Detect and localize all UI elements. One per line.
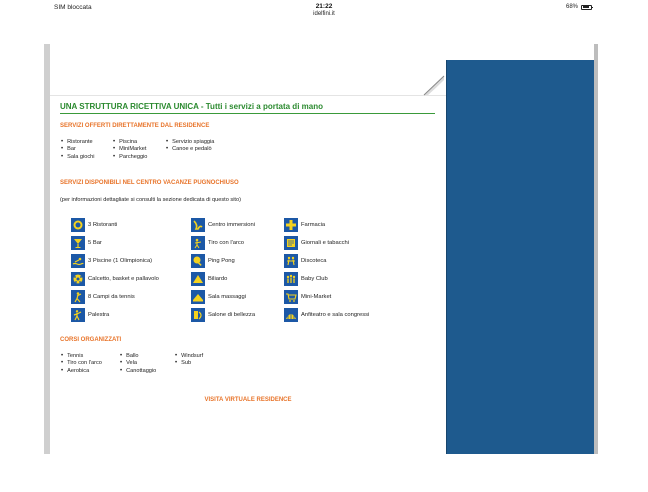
- address-bar-url[interactable]: idelfini.it: [313, 11, 335, 17]
- amphitheater-icon: [284, 308, 298, 322]
- service-item[interactable]: [191, 236, 244, 250]
- residence-services-list-col3: [166, 139, 214, 154]
- list-item: • Piscina: [113, 139, 147, 146]
- carrier-label: SIM bloccata: [54, 4, 92, 11]
- residence-services-list-col1: [61, 139, 94, 161]
- service-label: Tiro con l'arco: [208, 240, 245, 246]
- list-item: • Ballo: [120, 353, 156, 360]
- service-item[interactable]: [71, 218, 117, 232]
- service-item[interactable]: [284, 290, 331, 304]
- service-item[interactable]: [191, 218, 255, 232]
- service-label: 3 Piscine (1 Olimpionica): [88, 258, 153, 264]
- residence-services-list-col2: [113, 139, 147, 161]
- service-item[interactable]: [284, 308, 369, 322]
- list-item: • Vela: [120, 360, 156, 367]
- service-label: Giornali e tabacchi: [301, 240, 350, 246]
- service-label: 3 Ristoranti: [88, 222, 118, 228]
- diving-icon: [191, 218, 205, 232]
- courses-list-col1: [61, 353, 102, 375]
- shopping-cart-icon: [284, 290, 298, 304]
- list-item: • Servizio spiaggia: [166, 139, 214, 146]
- service-label: Centro immersioni: [208, 222, 256, 228]
- service-item[interactable]: [191, 254, 235, 268]
- tennis-icon: [71, 290, 85, 304]
- gym-icon: [71, 308, 85, 322]
- service-label: Calcetto, basket e pallavolo: [88, 276, 159, 282]
- list-item: • Windsurf: [175, 353, 203, 360]
- beauty-salon-icon: [191, 308, 205, 322]
- pool-icon: [71, 254, 85, 268]
- list-item: • Canoe e pedalò: [166, 146, 214, 153]
- service-item[interactable]: [71, 236, 102, 250]
- page-gutter-right: [594, 44, 598, 454]
- service-item[interactable]: [191, 290, 246, 304]
- newspaper-icon: [284, 236, 298, 250]
- baby-club-icon: [284, 272, 298, 286]
- header-banner: [50, 60, 446, 96]
- service-label: Biliardo: [208, 276, 228, 282]
- archery-icon: [191, 236, 205, 250]
- list-item: • Bar: [61, 146, 94, 153]
- list-item: • Sala giochi: [61, 154, 94, 161]
- section-heading-residence: SERVIZI OFFERTI DIRETTAMENTE DAL RESIDENCE: [60, 123, 210, 129]
- football-icon: [71, 272, 85, 286]
- service-label: Discoteca: [301, 258, 327, 264]
- list-item: • Aerobica: [61, 368, 102, 375]
- info-note: (per informazioni dettagliate si consulti la sezione dedicata di questo sito): [60, 197, 241, 203]
- section-heading-courses: CORSI ORGANIZZATI: [60, 337, 122, 343]
- battery-indicator: [566, 4, 592, 10]
- service-item[interactable]: [191, 272, 227, 286]
- service-label: 8 Campi da tennis: [88, 294, 135, 300]
- service-item[interactable]: [71, 290, 135, 304]
- service-label: Farmacia: [301, 222, 326, 228]
- list-item: • Tiro con l'arco: [61, 360, 102, 367]
- service-item[interactable]: [71, 308, 109, 322]
- page-curl-decoration: [422, 74, 446, 96]
- service-item[interactable]: [284, 272, 328, 286]
- service-label: Ping Pong: [208, 258, 235, 264]
- list-item: • MiniMarket: [113, 146, 147, 153]
- service-label: Salone di bellezza: [208, 312, 256, 318]
- list-item: • Sub: [175, 360, 203, 367]
- service-label: Baby Club: [301, 276, 328, 282]
- disco-icon: [284, 254, 298, 268]
- list-item: • Canottaggio: [120, 368, 156, 375]
- section-heading-pugnochiuso: SERVIZI DISPONIBILI NEL CENTRO VACANZE PUGNOCHIUSO: [60, 180, 239, 186]
- virtual-tour-link[interactable]: VISITA VIRTUALE RESIDENCE: [204, 397, 292, 403]
- courses-list-col2: [120, 353, 156, 375]
- restaurant-icon: [71, 218, 85, 232]
- service-label: Mini-Market: [301, 294, 332, 300]
- service-label: Palestra: [88, 312, 110, 318]
- pharmacy-cross-icon: [284, 218, 298, 232]
- courses-list-col3: [175, 353, 203, 368]
- side-panel: [446, 60, 594, 454]
- service-item[interactable]: [284, 218, 325, 232]
- service-label: 5 Bar: [88, 240, 102, 246]
- battery-percent: 68%: [565, 4, 578, 10]
- status-bar: [0, 0, 648, 44]
- service-item[interactable]: [191, 308, 255, 322]
- massage-icon: [191, 290, 205, 304]
- cocktail-icon: [71, 236, 85, 250]
- billiard-icon: [191, 272, 205, 286]
- list-item: • Ristorante: [61, 139, 94, 146]
- service-label: Anfiteatro e sala congressi: [301, 312, 370, 318]
- service-item[interactable]: [71, 272, 159, 286]
- service-item[interactable]: [284, 236, 349, 250]
- service-item[interactable]: [71, 254, 152, 268]
- service-item[interactable]: [284, 254, 326, 268]
- ping-pong-icon: [191, 254, 205, 268]
- title-divider: [60, 113, 435, 114]
- clock: 21:22: [315, 3, 333, 10]
- list-item: • Tennis: [61, 353, 102, 360]
- page-title: UNA STRUTTURA RICETTIVA UNICA - Tutti i servizi a portata di mano: [60, 102, 323, 111]
- service-label: Sala massaggi: [208, 294, 247, 300]
- list-item: • Parcheggio: [113, 154, 147, 161]
- battery-icon: [581, 5, 592, 10]
